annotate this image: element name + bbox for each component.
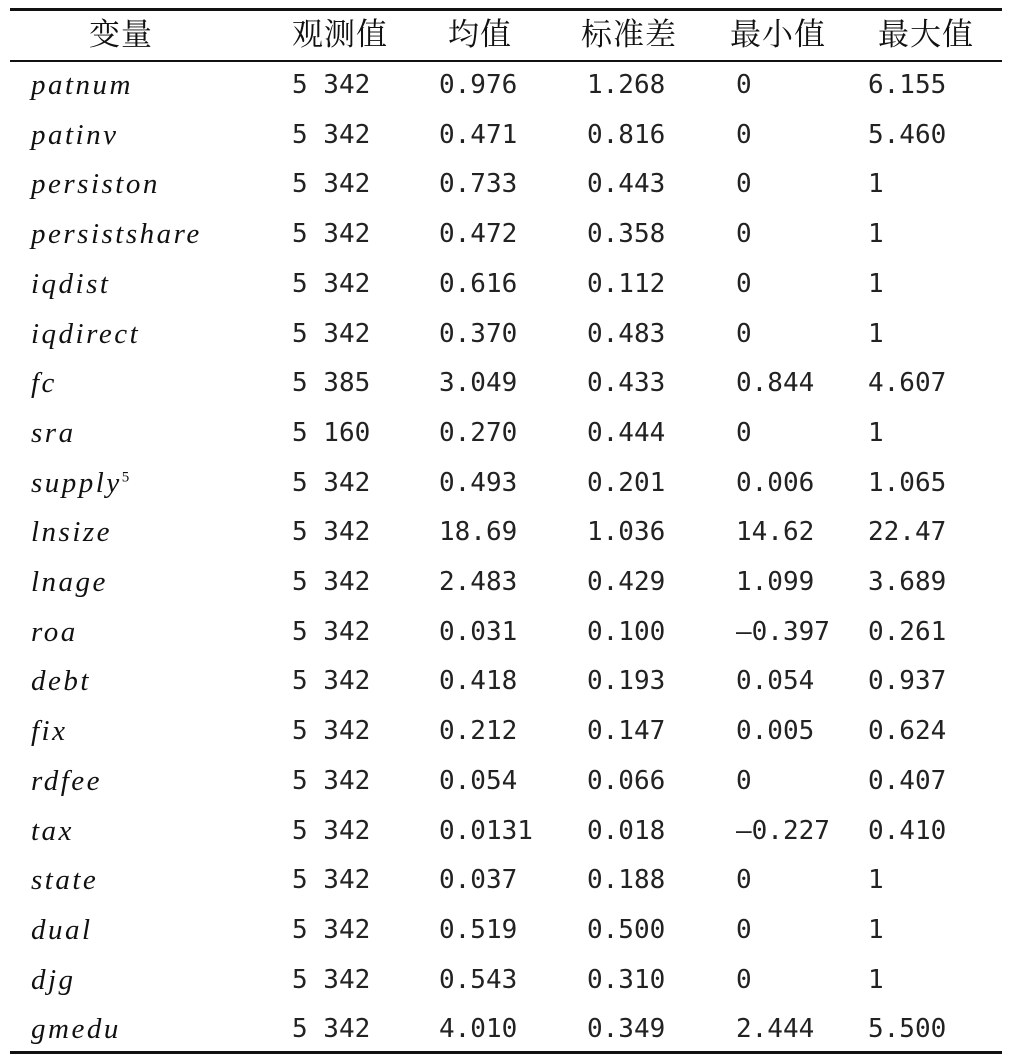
variable-name-cell [31,955,76,1005]
variable-name: iqdirect [31,317,141,350]
min-cell: 0 [736,119,752,150]
variable-name: lnage [31,566,108,598]
variable-name: lnsize [31,516,113,549]
variable-name-cell [31,607,78,657]
variable-name: supply [31,466,122,499]
observations-cell: 5 342 [292,517,371,548]
min-cell: 0.054 [736,666,815,697]
min-cell: 0 [736,865,752,896]
observations-cell: 5 385 [292,368,371,399]
variable-name: persistshare [31,218,202,251]
std-dev-cell: 0.100 [587,616,666,647]
std-dev-cell: 0.112 [587,268,666,299]
variable-name: roa [31,615,78,648]
min-cell: 0 [736,417,752,448]
variable-name: djg [31,963,76,996]
mean-cell: 0.471 [439,119,518,150]
min-cell: 0 [736,70,752,100]
observations-cell: 5 342 [292,815,371,846]
std-dev-cell: 0.444 [587,417,666,448]
std-dev-cell: 0.433 [587,368,666,399]
std-dev-cell: 0.358 [587,219,666,250]
variable-name: rdfee [31,764,103,797]
variable-name: gmedu [31,1013,121,1046]
max-cell: 0.407 [868,765,947,796]
std-dev-cell: 0.483 [587,318,666,349]
mean-cell: 0.037 [439,865,518,896]
variable-name: persiston [31,168,160,201]
max-cell: 1 [868,964,884,995]
variable-name: fc [31,367,57,400]
min-cell: 0 [736,914,752,945]
variable-name-cell [31,756,102,806]
observations-cell: 5 342 [292,666,371,697]
variable-name: sra [31,416,76,449]
min-cell: 0.005 [736,716,815,747]
header-max: 最大值 [878,17,974,53]
observations-cell: 5 342 [292,318,371,349]
observations-cell: 5 342 [292,467,371,498]
observations-cell: 5 342 [292,716,371,747]
max-cell: 1 [868,318,884,349]
max-cell: 6.155 [868,70,947,100]
observations-cell: 5 342 [292,865,371,896]
mean-cell: 18.69 [439,517,518,548]
mean-cell: 0.054 [439,765,518,796]
observations-cell: 5 342 [292,765,371,796]
observations-cell: 5 342 [292,119,371,150]
mean-cell: 0.031 [439,616,518,647]
variable-name-cell [31,905,93,955]
variable-name-cell [31,358,57,408]
mean-cell: 0.418 [439,666,518,697]
variable-name: tax [31,814,74,847]
observations-cell: 5 342 [292,70,371,100]
variable-name-cell [31,159,160,209]
min-cell: 0 [736,219,752,250]
std-dev-cell: 0.147 [587,716,666,747]
mean-cell: 3.049 [439,368,518,399]
variable-name: dual [31,913,93,946]
std-dev-cell: 0.349 [587,1014,666,1045]
max-cell: 1 [868,268,884,299]
summary-statistics-table [10,0,1002,1056]
std-dev-cell: 0.443 [587,169,666,200]
std-dev-cell: 0.018 [587,815,666,846]
std-dev-cell: 0.188 [587,865,666,896]
max-cell: 5.460 [868,119,947,150]
variable-name-cell [31,806,74,856]
observations-cell: 5 342 [292,169,371,200]
max-cell: 3.689 [868,567,947,597]
std-dev-cell: 0.429 [587,567,666,597]
min-cell: 0 [736,268,752,299]
max-cell: 1 [868,417,884,448]
variable-name: iqdist [31,267,111,300]
observations-cell: 5 342 [292,914,371,945]
min-cell: 0.844 [736,368,815,399]
std-dev-cell: 0.310 [587,964,666,995]
mean-cell: 0.212 [439,716,518,747]
max-cell: 1 [868,865,884,896]
min-cell: 2.444 [736,1014,815,1045]
std-dev-cell: 0.816 [587,119,666,150]
observations-cell: 5 342 [292,567,371,597]
observations-cell: 5 160 [292,417,371,448]
header-mean: 均值 [448,17,512,53]
mean-cell: 0.370 [439,318,518,349]
max-cell: 0.937 [868,666,947,697]
std-dev-cell: 0.201 [587,467,666,498]
variable-name-cell [31,458,129,508]
mean-cell: 0.493 [439,467,518,498]
observations-cell: 5 342 [292,964,371,995]
mean-cell: 0.976 [439,70,518,100]
min-cell: —0.397 [736,616,830,647]
mean-cell: 0.543 [439,964,518,995]
observations-cell: 5 342 [292,616,371,647]
std-dev-cell: 1.036 [587,517,666,548]
max-cell: 1.065 [868,467,947,498]
variable-name: patinv [31,118,119,151]
variable-name-cell [31,110,119,160]
header-observations: 观测值 [292,17,388,53]
std-dev-cell: 0.066 [587,765,666,796]
min-cell: 0 [736,964,752,995]
variable-name-cell [31,408,76,458]
variable-name-cell [31,1004,121,1054]
observations-cell: 5 342 [292,219,371,250]
max-cell: 0.261 [868,616,947,647]
std-dev-cell: 0.500 [587,914,666,945]
max-cell: 0.624 [868,716,947,747]
std-dev-cell: 0.193 [587,666,666,697]
std-dev-cell: 1.268 [587,70,666,100]
variable-name-cell [31,656,91,706]
min-cell: 0 [736,169,752,200]
min-cell: 14.62 [736,517,815,548]
max-cell: 1 [868,219,884,250]
variable-name: state [31,864,99,897]
variable-name: fix [31,715,68,748]
mean-cell: 0.519 [439,914,518,945]
variable-name: patnum [31,69,133,101]
footnote-marker: 5 [121,468,130,485]
min-cell: 0 [736,765,752,796]
min-cell: 0 [736,318,752,349]
max-cell: 0.410 [868,815,947,846]
min-cell: 0.006 [736,467,815,498]
variable-name-cell [31,706,68,756]
max-cell: 1 [868,914,884,945]
mean-cell: 0.270 [439,417,518,448]
mean-cell: 0.0131 [439,815,533,846]
observations-cell: 5 342 [292,268,371,299]
observations-cell: 5 342 [292,1014,371,1045]
variable-name-cell [31,259,110,309]
max-cell: 1 [868,169,884,200]
header-std-dev: 标准差 [581,17,677,53]
max-cell: 4.607 [868,368,947,399]
mean-cell: 0.733 [439,169,518,200]
header-min: 最小值 [730,17,826,53]
variable-name-cell [31,209,202,259]
variable-name-cell [31,309,140,359]
max-cell: 22.47 [868,517,947,548]
variable-name-cell [31,557,108,607]
mean-cell: 4.010 [439,1014,518,1045]
variable-name-cell [31,855,98,905]
header-variable: 变量 [89,17,153,53]
max-cell: 5.500 [868,1014,947,1045]
min-cell: —0.227 [736,815,830,846]
variable-name-cell [31,507,112,557]
mean-cell: 0.616 [439,268,518,299]
variable-name: debt [31,665,91,698]
mean-cell: 2.483 [439,567,518,597]
mean-cell: 0.472 [439,219,518,250]
variable-name-cell [31,60,133,110]
min-cell: 1.099 [736,567,815,597]
